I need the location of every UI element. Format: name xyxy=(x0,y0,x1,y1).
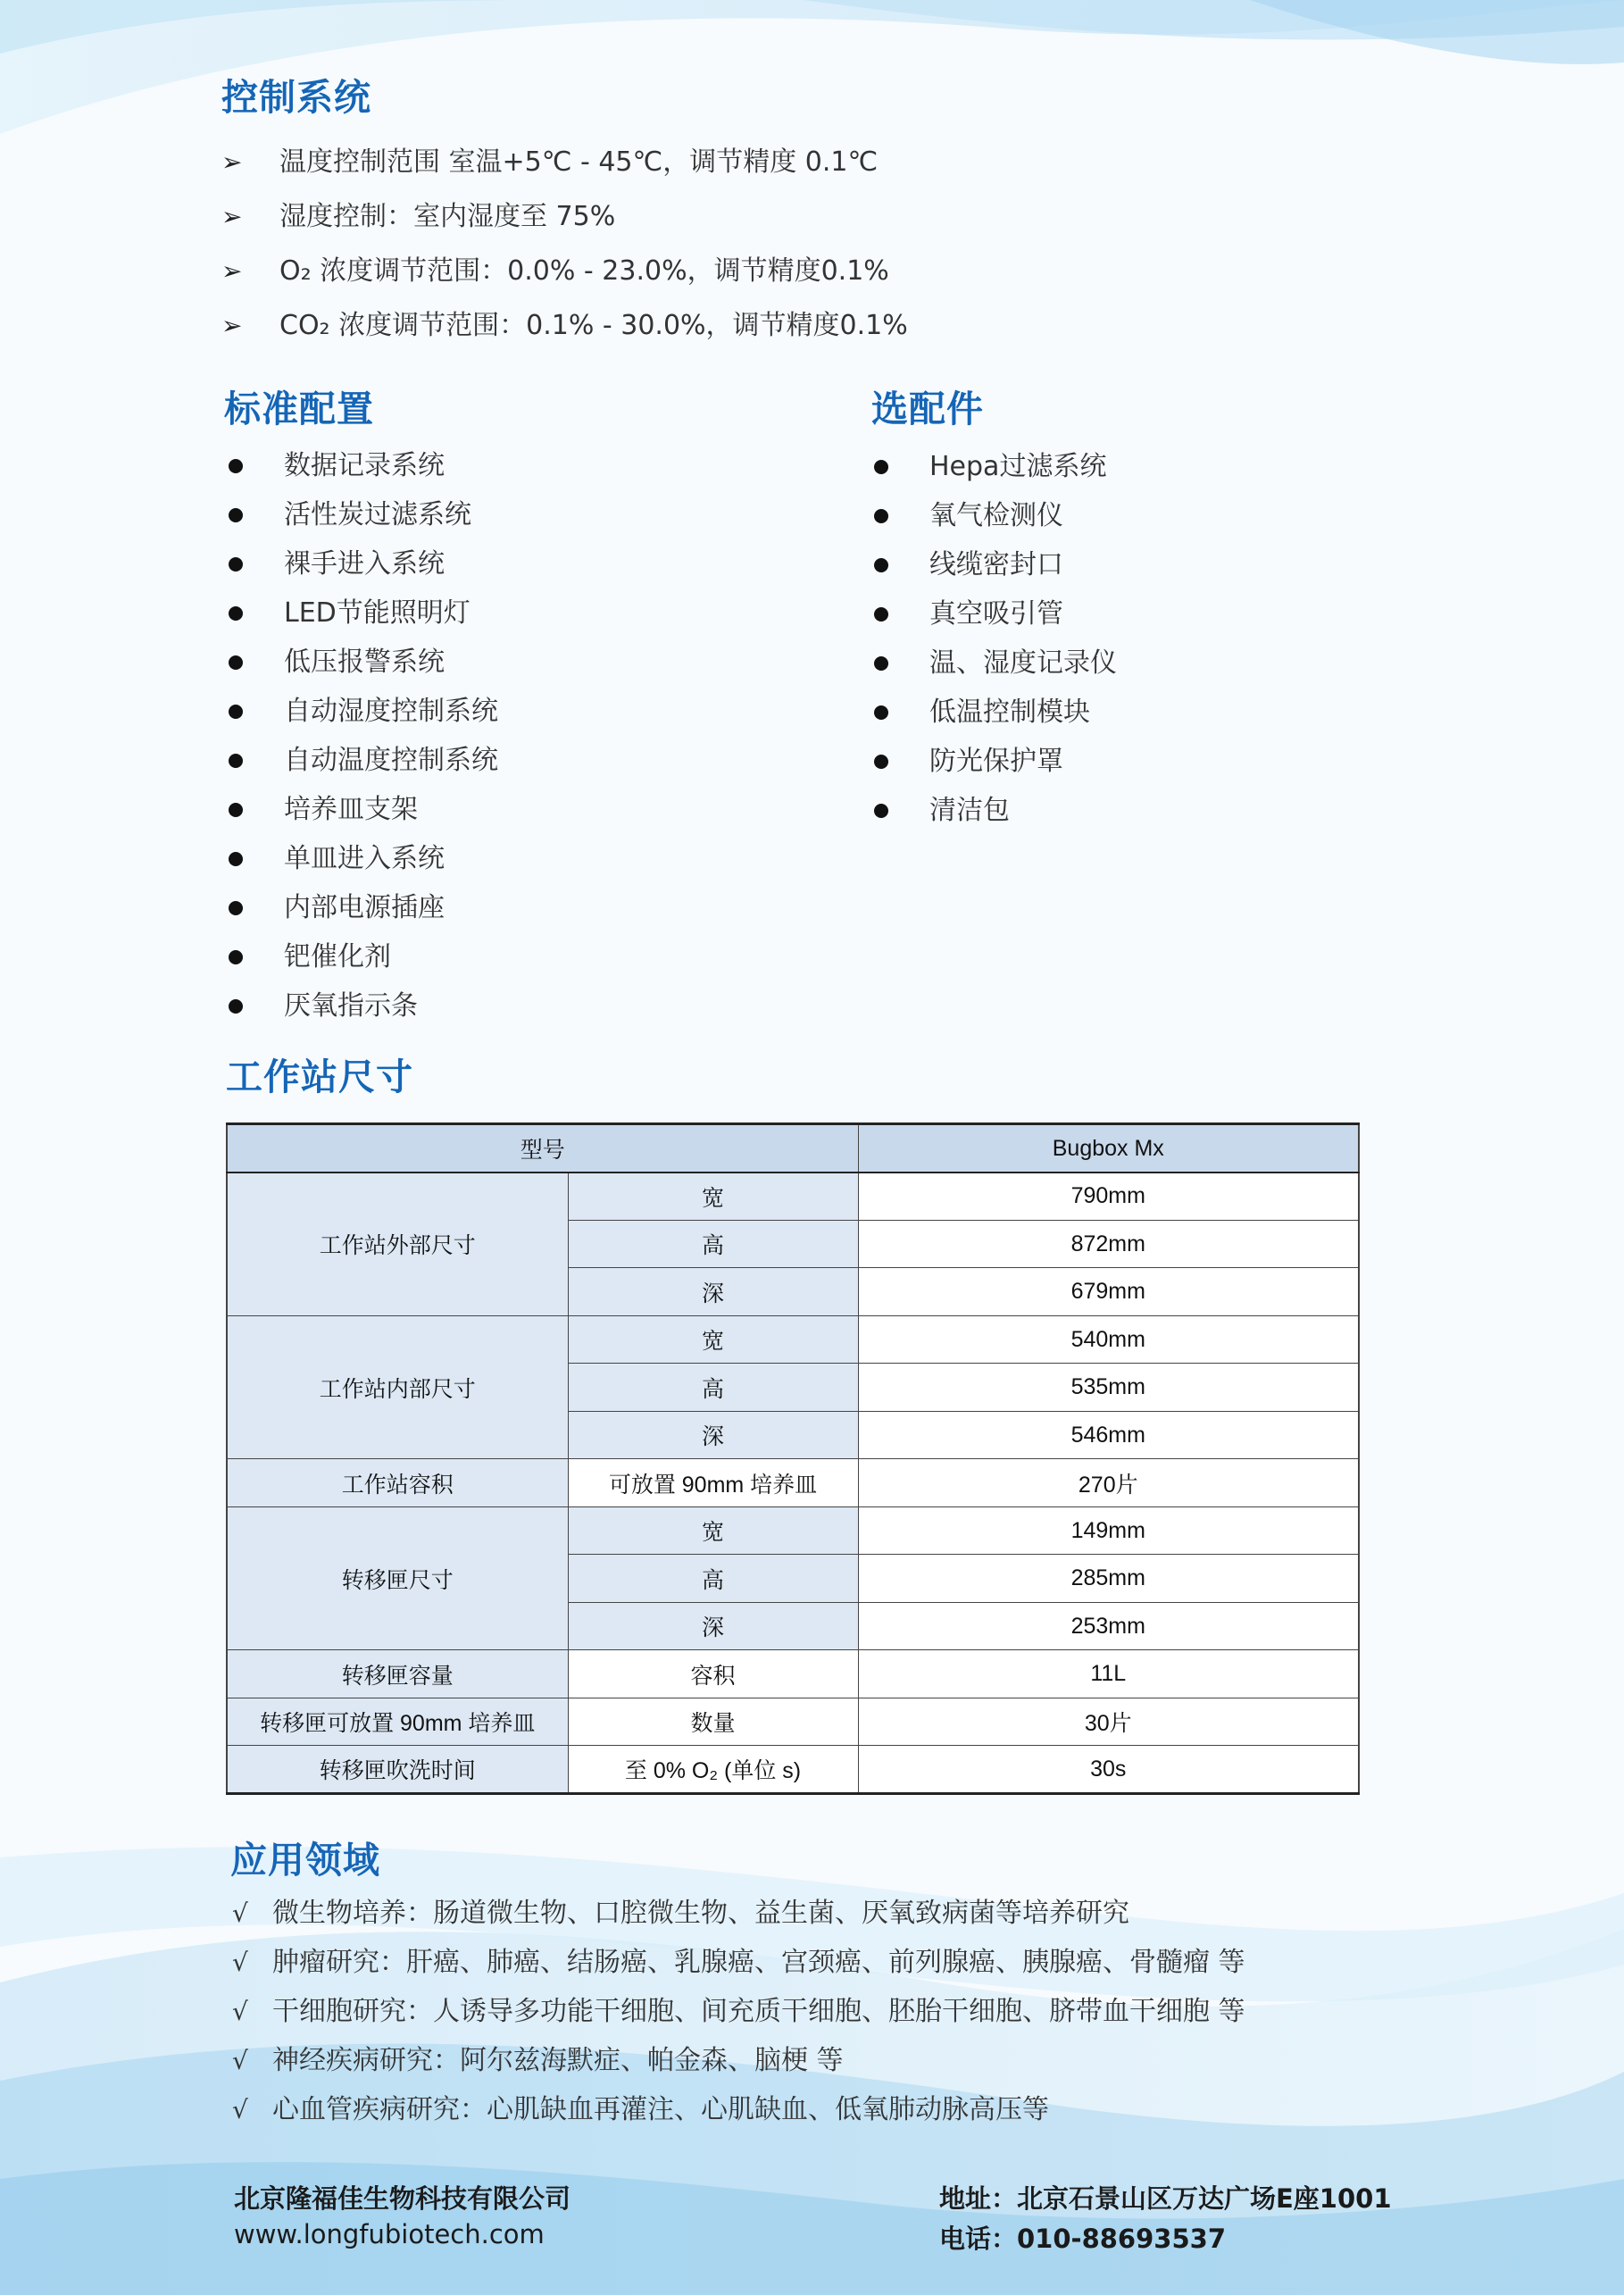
list-item xyxy=(232,2039,1245,2088)
row-value: 285mm xyxy=(858,1555,1359,1602)
row-sublabel: 高 xyxy=(568,1220,858,1267)
row-value: 540mm xyxy=(858,1315,1359,1363)
row-sublabel: 深 xyxy=(568,1268,858,1315)
check-mark-icon: √ xyxy=(232,1997,248,2026)
table-row xyxy=(227,1506,1359,1554)
list-item-text: 真空吸引管 xyxy=(929,598,1063,630)
row-value: 535mm xyxy=(858,1364,1359,1411)
list-item-text: 厌氧指示条 xyxy=(284,990,418,1022)
table-row xyxy=(227,1459,1359,1506)
table-row xyxy=(227,1173,1359,1220)
row-sublabel: 深 xyxy=(568,1411,858,1458)
outer-dim-label: 工作站外部尺寸 xyxy=(227,1173,568,1315)
list-item xyxy=(232,1891,1245,1940)
row-sublabel: 至 0% O₂ (单位 s) xyxy=(568,1746,858,1794)
list-item xyxy=(226,689,498,739)
bullet-dot-icon xyxy=(874,607,888,622)
row-sublabel: 容积 xyxy=(568,1650,858,1698)
dimensions-title: 工作站尺寸 xyxy=(226,1056,413,1098)
list-item-text: O₂ 浓度调节范围：0.0% - 23.0%，调节精度0.1% xyxy=(279,255,889,287)
check-mark-icon: √ xyxy=(232,1899,248,1928)
row-value: 30片 xyxy=(858,1698,1359,1745)
bullet-dot-icon xyxy=(874,509,888,523)
phone-text: 电话：010-88693537 xyxy=(939,2224,1226,2254)
list-item-text: 干细胞研究：人诱导多功能干细胞、间充质干细胞、胚胎干细胞、脐带血干细胞 等 xyxy=(272,1996,1245,2027)
list-item-text: 防光保护罩 xyxy=(929,746,1063,777)
list-item-text: 单皿进入系统 xyxy=(284,843,445,874)
control-system-list xyxy=(221,140,908,358)
row-sublabel: 数量 xyxy=(568,1698,858,1745)
control-system-title: 控制系统 xyxy=(221,76,371,119)
applications-list xyxy=(232,1891,1245,2137)
row-value: 149mm xyxy=(858,1506,1359,1554)
bullet-dot-icon xyxy=(229,803,243,817)
list-item xyxy=(226,542,498,591)
bullet-dot-icon xyxy=(229,754,243,768)
list-item xyxy=(221,304,908,358)
table-header-row xyxy=(227,1124,1359,1173)
bullet-dot-icon xyxy=(874,558,888,572)
row-value: 546mm xyxy=(858,1411,1359,1458)
inner-dim-label: 工作站内部尺寸 xyxy=(227,1315,568,1458)
list-item-text: Hepa过滤系统 xyxy=(929,451,1107,482)
transfer-dim-label: 转移匣尺寸 xyxy=(227,1506,568,1649)
bullet-dot-icon xyxy=(229,999,243,1014)
row-sublabel: 可放置 90mm 培养皿 xyxy=(568,1459,858,1506)
applications-title: 应用领域 xyxy=(230,1839,380,1882)
bullet-dot-icon xyxy=(229,459,243,473)
bullet-dot-icon xyxy=(874,755,888,769)
bullet-dot-icon xyxy=(229,852,243,866)
transfer-volume-label: 转移匣容量 xyxy=(227,1650,568,1698)
list-item-text: 内部电源插座 xyxy=(284,892,445,923)
bullet-dot-icon xyxy=(229,655,243,670)
bullet-dot-icon xyxy=(229,901,243,915)
list-item-text: 钯催化剂 xyxy=(284,941,391,972)
row-value: 679mm xyxy=(858,1268,1359,1315)
list-item-text: 湿度控制：室内湿度至 75% xyxy=(279,201,616,232)
list-item xyxy=(871,789,1117,838)
list-item-text: 培养皿支架 xyxy=(284,794,418,825)
table-row xyxy=(227,1698,1359,1745)
list-item xyxy=(226,984,498,1033)
row-sublabel: 深 xyxy=(568,1602,858,1649)
list-item-text: LED节能照明灯 xyxy=(284,597,471,629)
list-item xyxy=(226,788,498,837)
arrow-bullet-icon: ➢ xyxy=(221,202,243,231)
row-value: 872mm xyxy=(858,1220,1359,1267)
row-sublabel: 高 xyxy=(568,1555,858,1602)
list-item xyxy=(221,249,908,304)
list-item xyxy=(871,445,1117,494)
row-sublabel: 高 xyxy=(568,1364,858,1411)
list-item-text: 自动温度控制系统 xyxy=(284,745,498,776)
transfer-plates-label: 转移匣可放置 90mm 培养皿 xyxy=(227,1698,568,1745)
options-list xyxy=(871,445,1117,838)
list-item xyxy=(871,592,1117,641)
list-item-text: 温度控制范围 室温+5℃ - 45℃，调节精度 0.1℃ xyxy=(279,146,879,178)
list-item xyxy=(871,543,1117,592)
list-item-text: 神经疾病研究：阿尔兹海默症、帕金森、脑梗 等 xyxy=(272,2045,844,2076)
list-item-text: 微生物培养：肠道微生物、口腔微生物、益生菌、厌氧致病菌等培养研究 xyxy=(272,1898,1129,1929)
purge-time-label: 转移匣吹洗时间 xyxy=(227,1746,568,1794)
list-item xyxy=(226,935,498,984)
bullet-dot-icon xyxy=(229,705,243,719)
row-value: 30s xyxy=(858,1746,1359,1794)
table-row xyxy=(227,1315,1359,1363)
row-sublabel: 宽 xyxy=(568,1173,858,1220)
row-sublabel: 宽 xyxy=(568,1506,858,1554)
company-name: 北京隆福佳生物科技有限公司 xyxy=(234,2183,571,2214)
list-item xyxy=(871,494,1117,543)
list-item xyxy=(221,195,908,249)
check-mark-icon: √ xyxy=(232,2095,248,2124)
bullet-dot-icon xyxy=(229,557,243,572)
list-item-text: 自动湿度控制系统 xyxy=(284,696,498,727)
list-item-text: 心血管疾病研究：心肌缺血再灌注、心肌缺血、低氧肺动脉高压等 xyxy=(272,2094,1049,2125)
table-row xyxy=(227,1746,1359,1794)
list-item xyxy=(226,493,498,542)
list-item xyxy=(226,591,498,640)
list-item-text: 温、湿度记录仪 xyxy=(929,647,1117,679)
list-item xyxy=(232,2088,1245,2137)
list-item-text: 线缆密封口 xyxy=(929,549,1063,580)
bullet-dot-icon xyxy=(874,460,888,474)
bullet-dot-icon xyxy=(229,508,243,522)
row-value: 790mm xyxy=(858,1173,1359,1220)
check-mark-icon: √ xyxy=(232,2046,248,2075)
list-item-text: 裸手进入系统 xyxy=(284,548,445,580)
standard-config-list xyxy=(226,444,498,1033)
list-item xyxy=(226,886,498,935)
arrow-bullet-icon: ➢ xyxy=(221,311,243,340)
table-row xyxy=(227,1650,1359,1698)
list-item xyxy=(871,739,1117,789)
model-label-cell: 型号 xyxy=(227,1124,858,1173)
bullet-dot-icon xyxy=(874,804,888,818)
arrow-bullet-icon: ➢ xyxy=(221,256,243,286)
list-item-text: 低温控制模块 xyxy=(929,697,1090,728)
row-value: 270片 xyxy=(858,1459,1359,1506)
bullet-dot-icon xyxy=(874,656,888,671)
list-item-text: 活性炭过滤系统 xyxy=(284,499,471,530)
list-item-text: 低压报警系统 xyxy=(284,647,445,678)
list-item-text: 氧气检测仪 xyxy=(929,500,1063,531)
address-text: 地址：北京石景山区万达广场E座1001 xyxy=(939,2183,1392,2214)
list-item xyxy=(871,641,1117,690)
check-mark-icon: √ xyxy=(232,1948,248,1977)
list-item-text: 数据记录系统 xyxy=(284,450,445,481)
list-item xyxy=(226,444,498,493)
standard-config-title: 标准配置 xyxy=(224,388,374,430)
row-value: 11L xyxy=(858,1650,1359,1698)
list-item xyxy=(232,1990,1245,2039)
list-item-text: 肿瘤研究：肝癌、肺癌、结肠癌、乳腺癌、宫颈癌、前列腺癌、胰腺癌、骨髓瘤 等 xyxy=(272,1947,1245,1978)
options-title: 选配件 xyxy=(871,388,984,430)
list-item xyxy=(221,140,908,195)
bullet-dot-icon xyxy=(874,705,888,720)
row-value: 253mm xyxy=(858,1602,1359,1649)
list-item xyxy=(871,690,1117,739)
list-item-text: CO₂ 浓度调节范围：0.1% - 30.0%，调节精度0.1% xyxy=(279,310,908,341)
list-item-text: 清洁包 xyxy=(929,795,1010,826)
list-item xyxy=(226,640,498,689)
website-link[interactable]: www.longfubiotech.com xyxy=(234,2219,545,2249)
dimensions-table xyxy=(226,1122,1360,1795)
list-item xyxy=(226,739,498,788)
bullet-dot-icon xyxy=(229,606,243,621)
model-value-cell: Bugbox Mx xyxy=(858,1124,1359,1173)
bullet-dot-icon xyxy=(229,950,243,964)
list-item xyxy=(226,837,498,886)
list-item xyxy=(232,1940,1245,1990)
row-sublabel: 宽 xyxy=(568,1315,858,1363)
capacity-label: 工作站容积 xyxy=(227,1459,568,1506)
arrow-bullet-icon: ➢ xyxy=(221,147,243,177)
